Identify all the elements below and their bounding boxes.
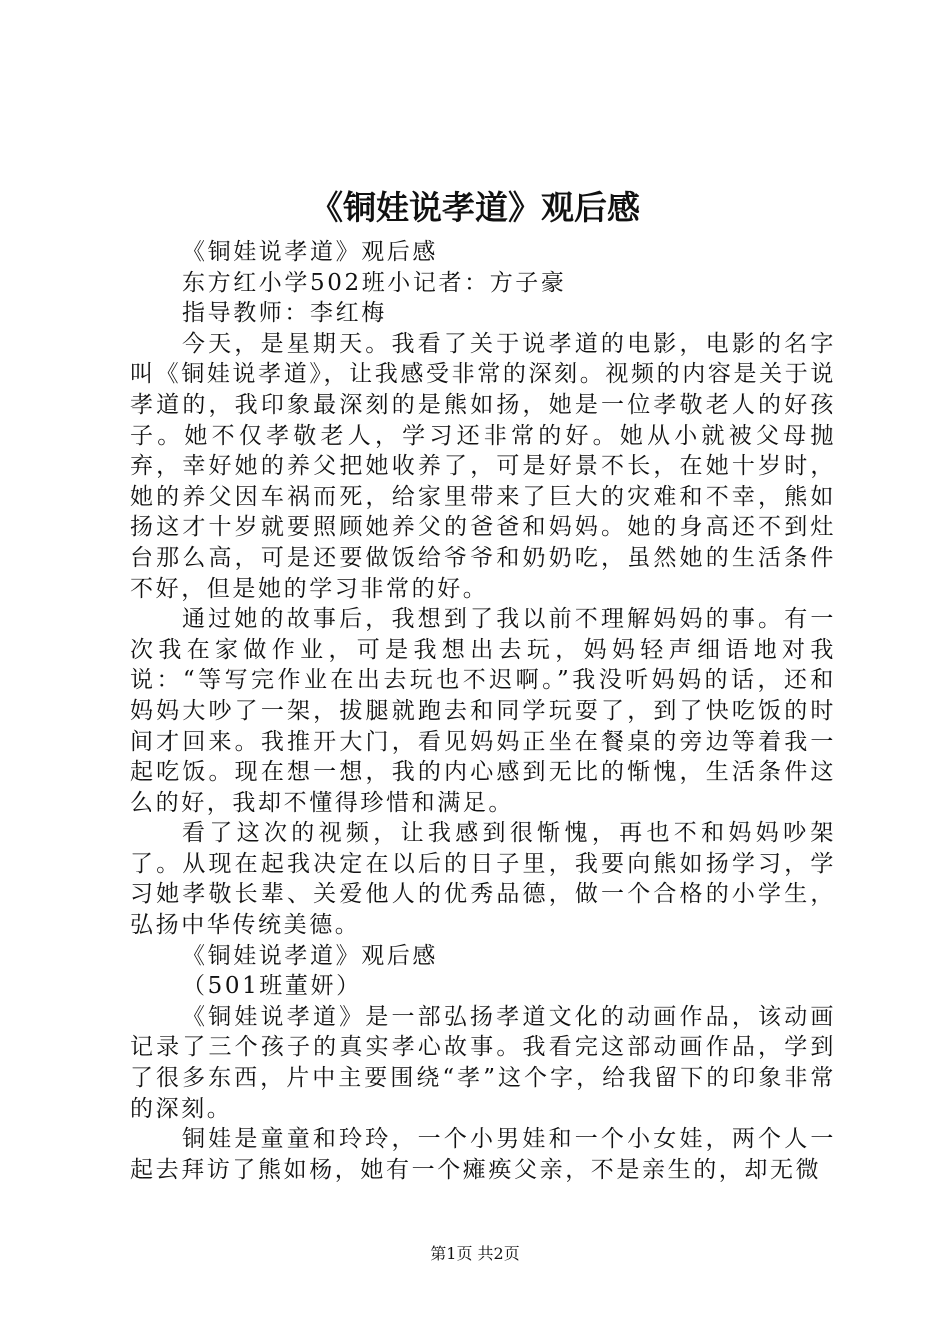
body-paragraph: 今天，是星期天。我看了关于说孝道的电影，电影的名字叫《铜娃说孝道》，让我感受非常的深刻。视频的内容是关于说孝道的，我印象最深刻的是熊如扬，她是一位孝敬老人的好孩子。她不仅孝敬老人，学习还非常的好。她从小就被父母抛弃，幸好她的养父把她收养了，可是好景不长，在她十岁时，她的养父因车祸而死，给家里带来了巨大的灾难和不幸，熊如扬这才十岁就要照顾她养父的爸爸和妈妈。她的身高还不到灶台那么高，可是还要做饭给爷爷和奶奶吃，虽然她的生活条件不好，但是她的学习非常的好。 [130, 330, 836, 602]
body-paragraph: 看了这次的视频，让我感到很惭愧，再也不和妈妈吵架了。从现在起我决定在以后的日子里，我要向熊如扬学习，学习她孝敬长辈、关爱他人的优秀品德，做一个合格的小学生，弘扬中华传统美德。 [130, 820, 836, 939]
document-body [130, 237, 836, 1185]
second-essay-author: （501班董妍） [182, 973, 362, 1000]
second-essay-title: 《铜娃说孝道》观后感 [182, 942, 438, 969]
author-line: 东方红小学502班小记者：方子豪 [182, 269, 567, 296]
body-paragraph: 铜娃是童童和玲玲，一个小男娃和一个小女娃，两个人一起去拜访了熊如杨，她有一个瘫痪父亲，不是亲生的，却无微 [130, 1126, 836, 1183]
document-title: 《铜娃说孝道》观后感 [310, 188, 640, 227]
teacher-line: 指导教师：李红梅 [182, 300, 387, 327]
body-paragraph: 通过她的故事后，我想到了我以前不理解妈妈的事。有一次我在家做作业，可是我想出去玩，妈妈轻声细语地对我说：“等写完作业在出去玩也不迟啊。”我没听妈妈的话，还和妈妈大吵了一架，拔腿就跑去和同学玩耍了，到了快吃饭的时间才回来。我推开大门，看见妈妈正坐在餐桌的旁边等着我一起吃饭。现在想一想，我的内心感到无比的惭愧，生活条件这么的好，我却不懂得珍惜和满足。 [130, 606, 836, 816]
body-paragraph: 《铜娃说孝道》是一部弘扬孝道文化的动画作品，该动画记录了三个孩子的真实孝心故事。我看完这部动画作品，学到了很多东西，片中主要围绕“孝”这个字，给我留下的印象非常的深刻。 [130, 1003, 836, 1122]
page-indicator: 第1页 共2页 [430, 1244, 520, 1263]
subtitle-paragraph: 《铜娃说孝道》观后感 [182, 239, 438, 265]
